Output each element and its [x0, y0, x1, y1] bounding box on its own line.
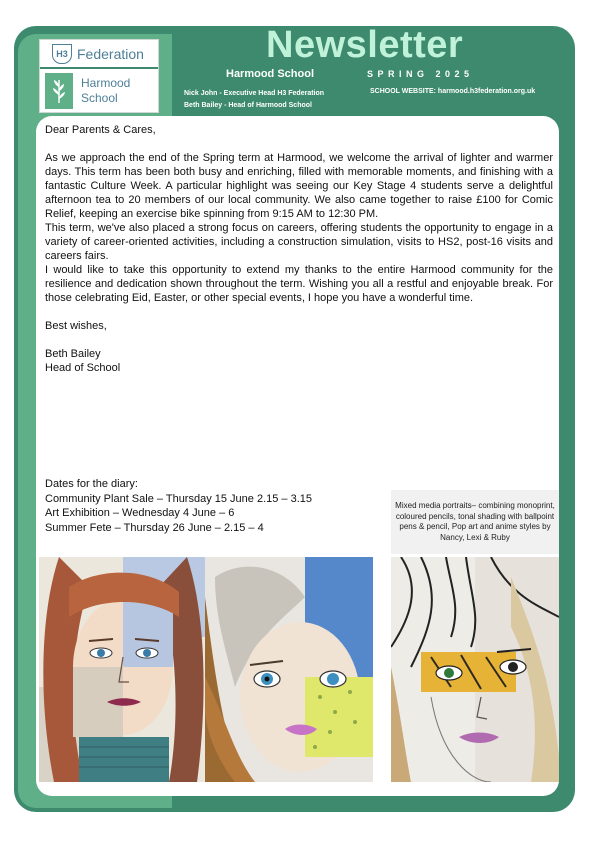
letter-paragraph-2: This term, we've also placed a strong focus on careers, offering students the opportunity to engage in a variety of career-oriented activities, including a construction simulation, visits to HS2, post-16 visits and careers fairs. [45, 222, 553, 262]
logo-federation-text: Federation [77, 45, 144, 62]
leaf-icon [45, 73, 73, 109]
head-letter [45, 123, 553, 375]
term-label: SPRING 2025 [367, 69, 474, 79]
h3-shield-icon: H3 [52, 44, 72, 64]
school-website: SCHOOL WEBSITE: harmood.h3federation.org.uk [370, 88, 536, 95]
federation-logo [39, 39, 159, 113]
artwork-caption: Mixed media portraits– combining monoprint, coloured pencils, tonal shading with ballpoint pens & pencil, Pop art and anime styles by Nancy, Lexi & Ruby [391, 490, 559, 554]
school-logo [40, 70, 158, 112]
portrait-artwork-1 [39, 557, 207, 782]
diary-heading: Dates for the diary: [45, 478, 138, 490]
portrait-artwork-2 [205, 557, 373, 782]
letter-paragraph-3: I would like to take this opportunity to extend my thanks to the entire Harmood community for the resilience and dedication shown throughout the term. Wishing you all a restful and enjoyable break. For those celebrating Eid, Easter, or other special events, I hope you have a wonderful time. [45, 264, 553, 304]
portrait-artwork-3 [391, 557, 559, 782]
letter-signatory-role: Head of School [45, 362, 121, 374]
school-name-heading: Harmood School [226, 68, 315, 80]
federation-logo-top [40, 40, 158, 69]
logo-school-line1: Harmood [81, 76, 131, 90]
letter-paragraph-1: As we approach the end of the Spring term at Harmood, we welcome the arrival of lighter and warmer days. This term has been both busy and enriching, filled with memorable moments, and finishing with a fantastic Culture Week. A particular highlight was seeing our Key Stage 4 students serve a delightful afternoon tea to 20 members of our local community. We also came together to raise £100 for Comic Relief, keeping an exercise bike spinning from 9:15 AM to 12:30 PM. [45, 152, 553, 220]
letter-signoff: Best wishes, [45, 320, 107, 332]
staff-executive-head: Nick John - Executive Head H3 Federation [184, 90, 325, 97]
newsletter-title: Newsletter [266, 24, 464, 66]
letter-signatory-name: Beth Bailey [45, 348, 101, 360]
staff-head-of-school: Beth Bailey - Head of Harmood School [184, 102, 312, 109]
letter-greeting: Dear Parents & Cares, [45, 124, 156, 136]
diary-dates [45, 477, 312, 535]
diary-item: Art Exhibition – Wednesday 4 June – 6 [45, 507, 235, 519]
logo-school-name [81, 76, 130, 106]
logo-school-line2: School [81, 91, 118, 105]
diary-item: Community Plant Sale – Thursday 15 June 2.15 – 3.15 [45, 492, 313, 505]
diary-item: Summer Fete – Thursday 26 June – 2.15 – 4 [45, 521, 264, 534]
staff-list [184, 88, 324, 112]
